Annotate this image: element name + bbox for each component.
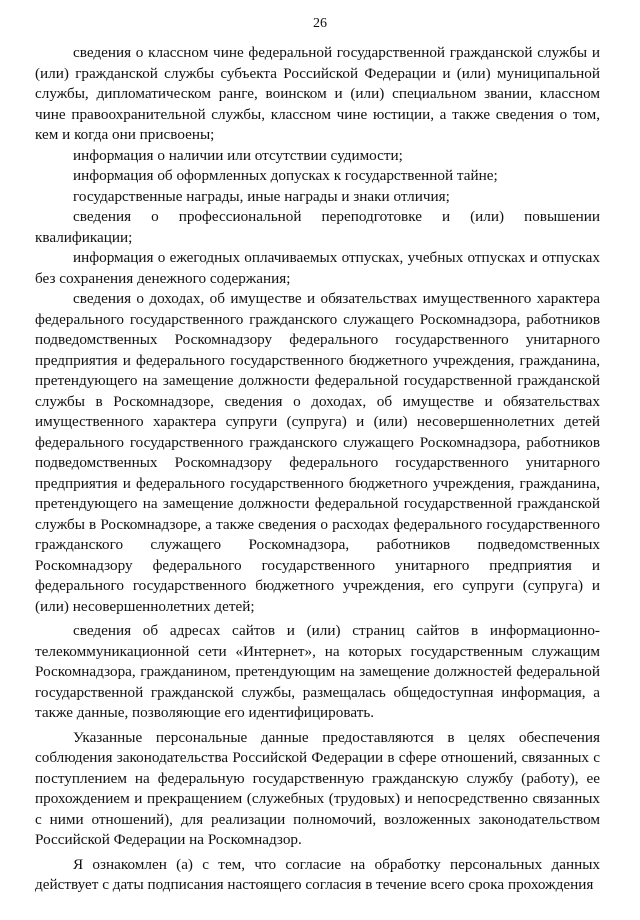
paragraph-criminal-record: информация о наличии или отсутствии судимости; (73, 146, 403, 164)
paragraph-annual-leave: информация о ежегодных оплачиваемых отпусках, учебных отпусках и отпусках без сохранения денежного содержания; (35, 249, 600, 287)
paragraph-class-rank: сведения о классном чине федеральной государственной гражданской службы и (или) гражданской службы субъекта Российской Федерации и (или) муниципальной службы, дипломатическом ранге, воинском и (или) специальном звании, классном чине правоохранительной службы, классном чине юстиции, а также сведения о том, кем и когда они присвоены; (35, 44, 600, 143)
paragraph-internet-sites: сведения об адресах сайтов и (или) страниц сайтов в информационно-телекоммуникационной сети «Интернет», на которых государственным служащим Роскомнадзора, гражданином, претендующим на замещение должностей федеральной государственной гражданской службы, размещалась общедоступная информация, а также данные, позволяющие его идентифицировать. (35, 622, 600, 721)
paragraph-professional-training: сведения о профессиональной переподготовке и (или) повышении квалификации; (35, 208, 600, 246)
paragraph-consent-term: Я ознакомлен (а) с тем, что согласие на обработку персональных данных действует с даты подписания настоящего согласия в течение всего срока прохождения (35, 855, 600, 893)
paragraph-state-awards: государственные награды, иные награды и знаки отличия; (73, 187, 450, 205)
document-body (35, 43, 600, 896)
paragraph-purpose: Указанные персональные данные предоставляются в целях обеспечения соблюдения законодательства Российской Федерации в сфере отношений, связанных с поступлением на федеральную государственную гражданскую службу (работу), ее прохождением и прекращением (служебных (трудовых) и непосредственно связанных с ними отношений), для реализации полномочий, возложенных законодательством Российской Федерации на Роскомнадзор. (35, 728, 600, 848)
page-number: 26 (313, 16, 327, 31)
paragraph-income-property: сведения о доходах, об имуществе и обязательствах имущественного характера федерального государственного гражданского служащего Роскомнадзора, работников подведомственных Роскомнадзору федерального государственного унитарного предприятия и федерального государственного бюджетного учреждения, гражданина, претендующего на замещение должности федеральной государственной гражданской службы в Роскомнадзоре, сведения о доходах, об имуществе и обязательствах имущественного характера супруги (супруга) и (или) несовершеннолетних детей федерального государственного гражданского служащего Роскомнадзора, работников подведомственных Роскомнадзору федерального государственного унитарного предприятия и федерального государственного бюджетного учреждения, гражданина, претендующего на замещение должности федеральной государственной гражданской службы в Роскомнадзоре, а также сведения о расходах федерального государственного гражданского служащего Роскомнадзора, работников подведомственных Роскомнадзору федерального государственного унитарного предприятия и федерального государственного бюджетного учреждения, его супруги (супруга) и (или) несовершеннолетних детей; (35, 290, 600, 615)
paragraph-state-secret-clearance: информация об оформленных допусках к государственной тайне; (73, 167, 498, 184)
